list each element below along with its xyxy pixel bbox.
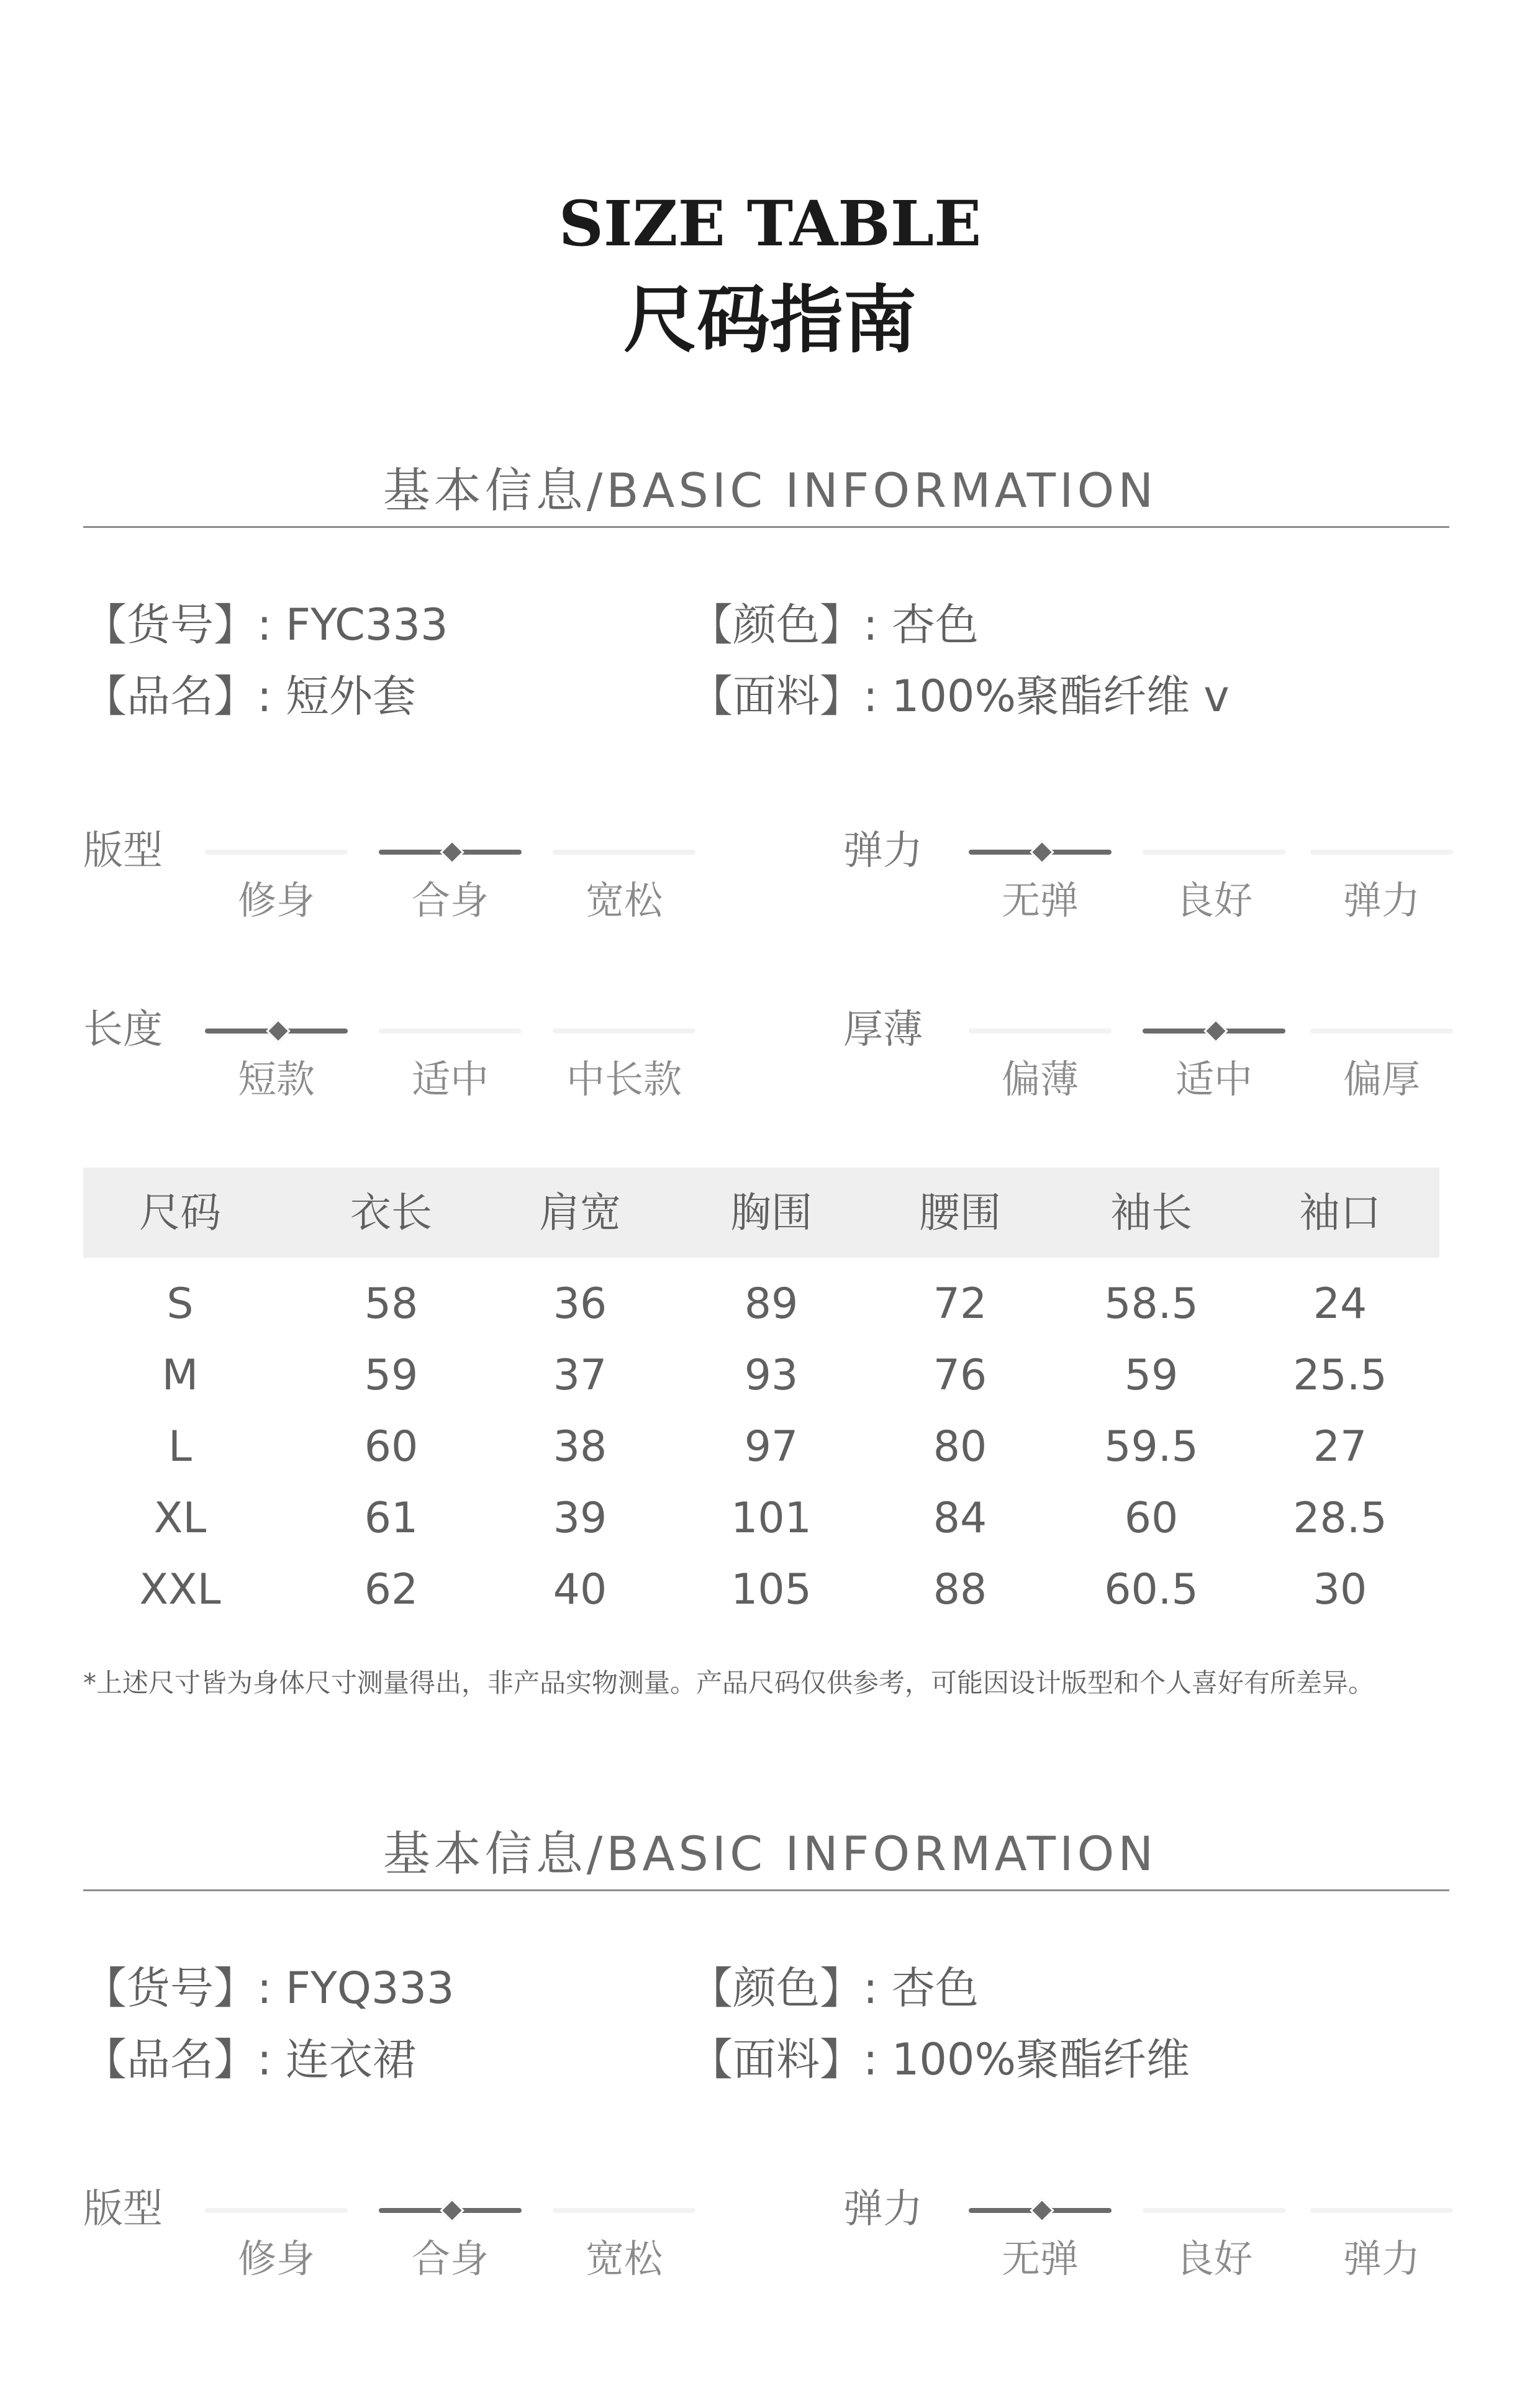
table-cell: 84 — [933, 1494, 987, 1543]
size-table-header — [83, 1168, 1439, 1258]
table-cell: 93 — [744, 1351, 799, 1400]
attr-label-fit-2: 版型 — [83, 2186, 163, 2232]
table-cell: 40 — [553, 1565, 607, 1614]
table-cell: 60 — [1124, 1494, 1179, 1543]
page-title-en: SIZE TABLE — [558, 187, 982, 260]
elasticity-1-option-2-label: 良好 — [1175, 878, 1252, 923]
item-number-2: 【货号】: FYQ333 — [83, 1963, 455, 2014]
table-cell: 38 — [553, 1422, 607, 1471]
thickness-1-option-3-label: 偏厚 — [1343, 1056, 1420, 1102]
thickness-1-option-2-bar-selected — [1143, 1025, 1285, 1037]
fabric-2: 【面料】: 100%聚酯纤维 — [689, 2034, 1190, 2085]
length-1-option-1-bar-selected — [205, 1025, 348, 1037]
size-table-footnote: *上述尺寸皆为身体尺寸测量得出，非产品实物测量。产品尺码仅供参考，可能因设计版型和个人喜好有所差异。 — [83, 1668, 1375, 1698]
section-divider-1 — [83, 526, 1449, 528]
section-divider-2 — [83, 1889, 1449, 1891]
length-1-option-1-label: 短款 — [237, 1056, 315, 1102]
fit-2-option-2-bar-selected — [379, 2204, 522, 2217]
section-title-basic-info-1: 基本信息/BASIC INFORMATION — [383, 463, 1157, 518]
fit-2-option-1-label: 修身 — [237, 2236, 315, 2281]
attr-label-elasticity-2: 弹力 — [843, 2186, 923, 2232]
table-cell: 27 — [1313, 1422, 1367, 1471]
table-cell: L — [168, 1422, 192, 1471]
fit-1-option-1-bar — [205, 846, 348, 858]
product-name-1: 【品名】: 短外套 — [83, 671, 416, 722]
table-cell: 60.5 — [1104, 1565, 1198, 1614]
thickness-1-option-2-label: 适中 — [1175, 1056, 1252, 1102]
table-cell: 97 — [744, 1422, 799, 1471]
table-cell: 62 — [364, 1565, 419, 1614]
table-cell: S — [166, 1279, 194, 1329]
table-cell: 39 — [553, 1494, 607, 1543]
fit-1-option-3-label: 宽松 — [585, 878, 663, 923]
table-cell: 28.5 — [1293, 1494, 1387, 1543]
attr-label-length-1: 长度 — [83, 1007, 163, 1053]
attr-label-thickness-1: 厚薄 — [843, 1007, 923, 1053]
table-cell: XXL — [139, 1565, 221, 1614]
table-cell: 37 — [553, 1351, 607, 1400]
table-cell: 89 — [744, 1279, 799, 1329]
elasticity-1-option-1-label: 无弹 — [1001, 878, 1079, 923]
elasticity-1-option-1-bar-selected — [969, 846, 1112, 858]
length-1-option-3-label: 中长款 — [566, 1056, 682, 1102]
thickness-1-option-1-label: 偏薄 — [1001, 1056, 1079, 1102]
table-cell: 76 — [933, 1351, 987, 1400]
selection-marker-icon — [1030, 2198, 1054, 2223]
header-length: 衣长 — [350, 1189, 432, 1237]
table-cell: 72 — [933, 1279, 987, 1329]
elasticity-2-option-3-bar — [1310, 2204, 1453, 2217]
elasticity-2-option-1-label: 无弹 — [1001, 2236, 1079, 2281]
table-cell: 105 — [731, 1565, 812, 1614]
elasticity-1-option-3-bar — [1310, 846, 1453, 858]
fit-2-option-2-label: 合身 — [411, 2236, 489, 2281]
product-name-2: 【品名】: 连衣裙 — [83, 2034, 416, 2085]
table-cell: 88 — [933, 1565, 987, 1614]
header-size: 尺码 — [139, 1189, 221, 1237]
table-cell: 60 — [364, 1422, 419, 1471]
thickness-1-option-1-bar — [969, 1025, 1112, 1037]
table-cell: 30 — [1313, 1565, 1367, 1614]
fit-2-option-3-label: 宽松 — [585, 2236, 663, 2281]
fit-2-option-3-bar — [553, 2204, 695, 2217]
selection-marker-icon — [440, 2198, 464, 2223]
table-cell: XL — [153, 1494, 207, 1543]
table-cell: 58.5 — [1104, 1279, 1198, 1329]
elasticity-1-option-2-bar — [1143, 846, 1285, 858]
header-sleeve-length: 袖长 — [1110, 1189, 1192, 1237]
table-cell: 61 — [364, 1494, 419, 1543]
elasticity-2-option-2-bar — [1143, 2204, 1285, 2217]
table-cell: 80 — [933, 1422, 987, 1471]
item-number-1: 【货号】: FYC333 — [83, 599, 448, 650]
table-cell: 59 — [1124, 1351, 1179, 1400]
header-shoulder: 肩宽 — [539, 1189, 621, 1237]
header-waist: 腰围 — [919, 1189, 1001, 1237]
fit-1-option-2-bar-selected — [379, 846, 522, 858]
thickness-1-option-3-bar — [1310, 1025, 1453, 1037]
table-cell: 24 — [1313, 1279, 1367, 1329]
attr-label-elasticity-1: 弹力 — [843, 828, 923, 874]
elasticity-2-option-3-label: 弹力 — [1343, 2236, 1420, 2281]
selection-marker-icon — [1203, 1019, 1228, 1043]
selection-marker-icon — [440, 840, 464, 865]
table-cell: 101 — [731, 1494, 812, 1543]
color-1: 【颜色】: 杏色 — [689, 599, 979, 650]
table-cell: 25.5 — [1293, 1351, 1387, 1400]
elasticity-2-option-2-label: 良好 — [1175, 2236, 1252, 2281]
length-1-option-2-label: 适中 — [411, 1056, 489, 1102]
fit-1-option-2-label: 合身 — [411, 878, 489, 923]
page-title-cn: 尺码指南 — [623, 277, 917, 363]
length-1-option-3-bar — [553, 1025, 695, 1037]
fit-1-option-1-label: 修身 — [237, 878, 315, 923]
table-cell: 59.5 — [1104, 1422, 1198, 1471]
elasticity-2-option-1-bar-selected — [969, 2204, 1112, 2217]
selection-marker-icon — [1030, 840, 1054, 865]
section-title-basic-info-2: 基本信息/BASIC INFORMATION — [383, 1826, 1157, 1881]
table-cell: 58 — [364, 1279, 419, 1329]
header-cuff: 袖口 — [1299, 1189, 1381, 1237]
header-chest: 胸围 — [730, 1189, 812, 1237]
elasticity-1-option-3-label: 弹力 — [1343, 878, 1420, 923]
selection-marker-icon — [266, 1019, 291, 1043]
fit-1-option-3-bar — [553, 846, 695, 858]
color-2: 【颜色】: 杏色 — [689, 1963, 979, 2014]
length-1-option-2-bar — [379, 1025, 522, 1037]
table-cell: M — [161, 1351, 199, 1400]
attr-label-fit-1: 版型 — [83, 828, 163, 874]
table-cell: 36 — [553, 1279, 607, 1329]
table-cell: 59 — [364, 1351, 419, 1400]
fit-2-option-1-bar — [205, 2204, 348, 2217]
fabric-1: 【面料】: 100%聚酯纤维 v — [689, 671, 1230, 722]
